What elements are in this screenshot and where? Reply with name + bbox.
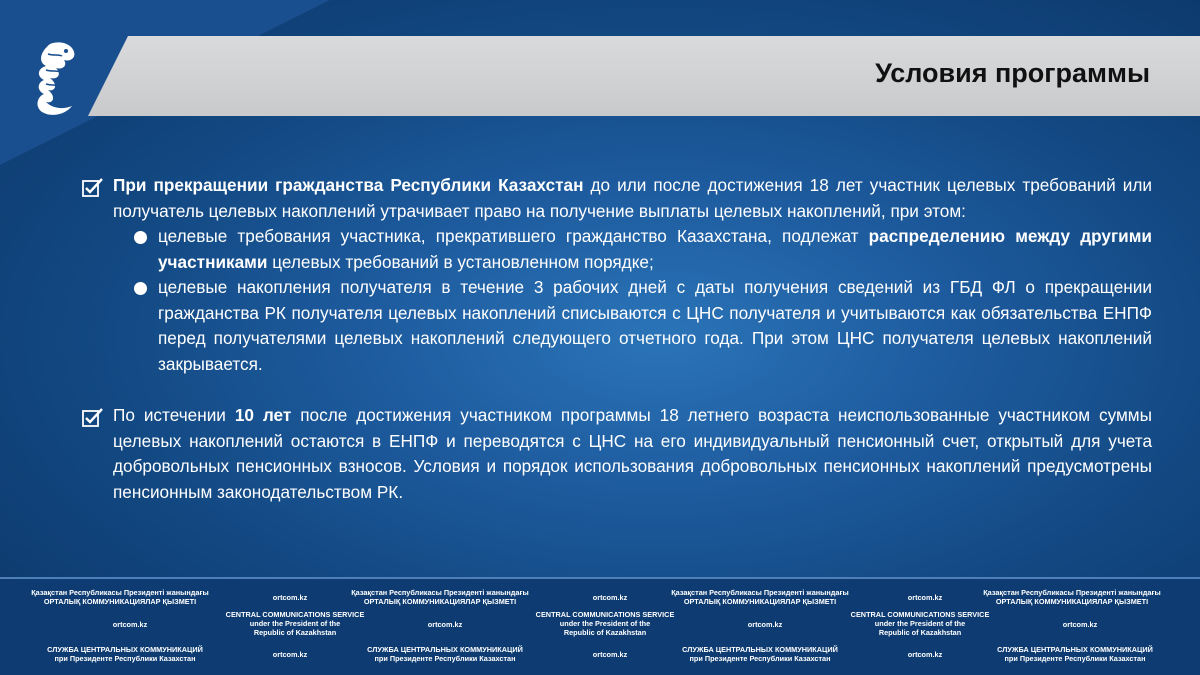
point-2-text-pre: По истечении xyxy=(113,405,235,425)
footer-ru-block: СЛУЖБА ЦЕНТРАЛЬНЫХ КОММУНИКАЦИЙ при Президенте Республики Казахстан xyxy=(367,645,523,663)
footer-ru-block: СЛУЖБА ЦЕНТРАЛЬНЫХ КОММУНИКАЦИЙ при Президенте Республики Казахстан xyxy=(997,645,1153,663)
footer-ru-block: СЛУЖБА ЦЕНТРАЛЬНЫХ КОММУНИКАЦИЙ при Президенте Республики Казахстан xyxy=(682,645,838,663)
condition-point-2 xyxy=(82,403,1152,505)
footer-kz-block: Қазақстан Республикасы Президенті жанындағы ОРТАЛЫҚ КОММУНИКАЦИЯЛАР ҚЫЗМЕТІ xyxy=(671,588,849,606)
content xyxy=(82,173,1152,505)
sub-item-2 xyxy=(134,275,1152,377)
footer-en-block: CENTRAL COMMUNICATIONS SERVICE under the President of the Republic of Kazakhstan xyxy=(850,610,990,637)
footer-site: ortcom.kz xyxy=(272,593,308,602)
footer-site: ortcom.kz xyxy=(592,650,628,659)
footer-site: ortcom.kz xyxy=(427,620,463,629)
point-1-text: до или после достижения 18 лет участник целевых требований или получатель целевых накоплений утрачивает право на получение выплаты целевых накоплений, при этом: xyxy=(113,175,1152,221)
condition-point-1 xyxy=(82,173,1152,224)
footer-site: ortcom.kz xyxy=(112,620,148,629)
sub-1-text-pre: целевые требования участника, прекратившего гражданство Казахстана, подлежат xyxy=(158,226,869,246)
footer-site: ortcom.kz xyxy=(907,650,943,659)
sub-2-text: целевые накопления получателя в течение 3 рабочих дней с даты получения сведений из ГБД ФЛ о прекращении гражданства РК получателя целевых накоплений списываются с ЦНС получателя и учитываются как обязательства ЕНПФ перед получателями целевых накоплений следующего отчетного года. При этом ЦНС получателя целевых накоплений закрывается. xyxy=(158,277,1152,374)
footer-site: ortcom.kz xyxy=(907,593,943,602)
sub-1-text-post: целевых требований в установленном порядке; xyxy=(267,251,654,272)
sub-list xyxy=(82,224,1152,377)
footer-en-block: CENTRAL COMMUNICATIONS SERVICE under the President of the Republic of Kazakhstan xyxy=(225,610,365,637)
bullet-icon xyxy=(134,282,147,295)
footer-kz-block: Қазақстан Республикасы Президенті жанындағы ОРТАЛЫҚ КОММУНИКАЦИЯЛАР ҚЫЗМЕТІ xyxy=(31,588,209,606)
footer-kz-block: Қазақстан Республикасы Президенті жанындағы ОРТАЛЫҚ КОММУНИКАЦИЯЛАР ҚЫЗМЕТІ xyxy=(983,588,1161,606)
sub-item-1 xyxy=(134,224,1152,275)
point-2-text-post: после достижения участником программы 18 летнего возраста неиспользованные участником суммы целевых накоплений остаются в ЕНПФ и переводятся с ЦНС на его индивидуальный пенсионный счет, открытый для учета добровольных пенсионных взносов. Условия и порядок использования добровольных пенсионных накоплений предусмотрены пенсионным законодательством РК. xyxy=(113,405,1152,502)
footer-kz-block: Қазақстан Республикасы Президенті жанындағы ОРТАЛЫҚ КОММУНИКАЦИЯЛАР ҚЫЗМЕТІ xyxy=(351,588,529,606)
point-1-bold-lead: При прекращении гражданства Республики Казахстан xyxy=(113,175,584,195)
footer-site: ortcom.kz xyxy=(1062,620,1098,629)
footer-site: ortcom.kz xyxy=(592,593,628,602)
snow-leopard-logo-icon xyxy=(32,40,82,118)
footer-site: ortcom.kz xyxy=(272,650,308,659)
point-2-bold: 10 лет xyxy=(234,405,292,425)
sub-1-bold: распределению между другими участниками xyxy=(158,226,1152,272)
footer-site: ortcom.kz xyxy=(747,620,783,629)
footer-watermark xyxy=(0,577,1200,675)
footer-en-block: CENTRAL COMMUNICATIONS SERVICE under the President of the Republic of Kazakhstan xyxy=(535,610,675,637)
checkbox-checked-icon xyxy=(82,177,104,197)
slide-title: Условия программы xyxy=(875,58,1150,88)
checkbox-checked-icon xyxy=(82,407,104,427)
footer-ru-block: СЛУЖБА ЦЕНТРАЛЬНЫХ КОММУНИКАЦИЙ при Президенте Республики Казахстан xyxy=(47,645,203,663)
bullet-icon xyxy=(134,231,147,244)
